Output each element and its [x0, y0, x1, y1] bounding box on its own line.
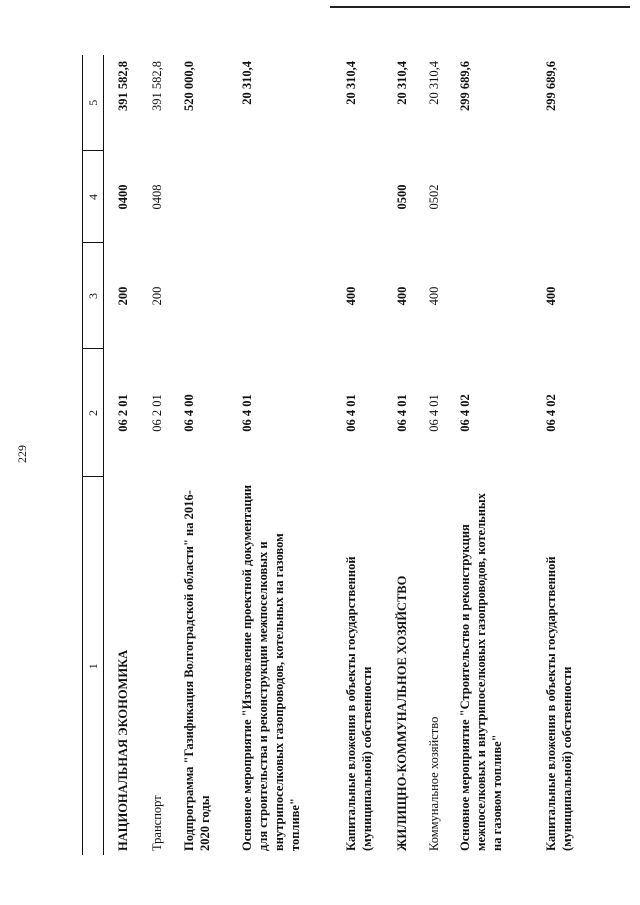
row-amount: 391 582,8: [150, 61, 164, 111]
row-code: 06 4 01: [240, 394, 254, 432]
budget-table: [82, 55, 583, 855]
header-col-5: 5: [83, 55, 104, 151]
row-name: НАЦИОНАЛЬНАЯ ЭКОНОМИКА: [116, 649, 130, 851]
scan-edge-mark: [330, 6, 630, 8]
table-row: [149, 55, 181, 855]
row-code: 06 4 01: [395, 394, 409, 432]
row-kvr: 400: [395, 286, 409, 306]
row-name: ЖИЛИЩНО-КОММУНАЛЬНОЕ ХОЗЯЙСТВО: [395, 575, 409, 851]
row-kvr: [457, 243, 543, 349]
header-col-4: 4: [83, 151, 104, 243]
header-col-1: 1: [83, 477, 104, 855]
row-code: 06 4 02: [544, 394, 558, 432]
row-rzpr: 0400: [116, 184, 130, 210]
row-kvr: [239, 243, 343, 349]
header-col-3: 3: [83, 243, 104, 349]
row-rzpr: [239, 151, 343, 243]
row-rzpr: [457, 151, 543, 243]
row-rzpr: [543, 151, 583, 243]
row-amount: 299 689,6: [544, 61, 558, 111]
row-kvr: 400: [344, 286, 358, 306]
row-kvr: 400: [427, 286, 441, 306]
row-name: Коммунальное хозяйство: [427, 716, 441, 851]
table-row: [181, 55, 239, 855]
table-row: [543, 55, 583, 855]
page-number: 229: [15, 445, 29, 463]
rotated-table-container: [82, 55, 640, 855]
row-code: 06 4 00: [182, 394, 196, 432]
row-code: 06 2 01: [116, 394, 130, 432]
row-kvr: 200: [150, 286, 164, 306]
row-code: 06 2 01: [150, 394, 164, 432]
row-code: 06 4 01: [344, 394, 358, 432]
row-kvr: 200: [116, 286, 130, 306]
row-rzpr: 0502: [427, 184, 441, 210]
row-code: 06 4 02: [458, 394, 472, 432]
row-name: Транспорт: [150, 795, 164, 851]
row-amount: 20 310,4: [240, 61, 254, 105]
row-amount: 20 310,4: [344, 61, 358, 105]
row-rzpr: 0408: [150, 184, 164, 210]
table-row: [239, 55, 343, 855]
row-name: Капитальные вложения в объекты государственной (муниципальной) собственности: [544, 556, 574, 851]
row-amount: 20 310,4: [395, 61, 409, 105]
row-amount: 299 689,6: [458, 61, 472, 111]
row-amount: 520 000,0: [182, 61, 196, 111]
row-kvr: [181, 243, 239, 349]
row-rzpr: [181, 151, 239, 243]
header-col-2: 2: [83, 349, 104, 477]
row-name: Основное мероприятие "Изготовление проектной документации для строительства и реконструкции межпоселковых и внутрипоселковых газопроводов, котельных на газовом топливе": [240, 484, 302, 851]
row-amount: 391 582,8: [116, 61, 130, 111]
row-code: 06 4 01: [427, 394, 441, 432]
row-name: Подпрограмма "Газификация Волгоградской области" на 2016-2020 годы: [182, 490, 212, 851]
header-row: [83, 55, 104, 855]
row-kvr: 400: [544, 286, 558, 306]
row-name: Основное мероприятие "Строительство и реконструкция межпоселковых и внутрипоселковых газопроводов, котельных на газовом топливе": [458, 493, 504, 851]
row-rzpr: [343, 151, 394, 243]
table-row: [426, 55, 457, 855]
table-row: [457, 55, 543, 855]
row-name: Капитальные вложения в объекты государственной (муниципальной) собственности: [344, 556, 374, 851]
row-amount: 20 310,4: [427, 61, 441, 105]
table-row: [343, 55, 394, 855]
table-row: [394, 55, 426, 855]
table-row: [104, 55, 150, 855]
row-rzpr: 0500: [395, 184, 409, 210]
